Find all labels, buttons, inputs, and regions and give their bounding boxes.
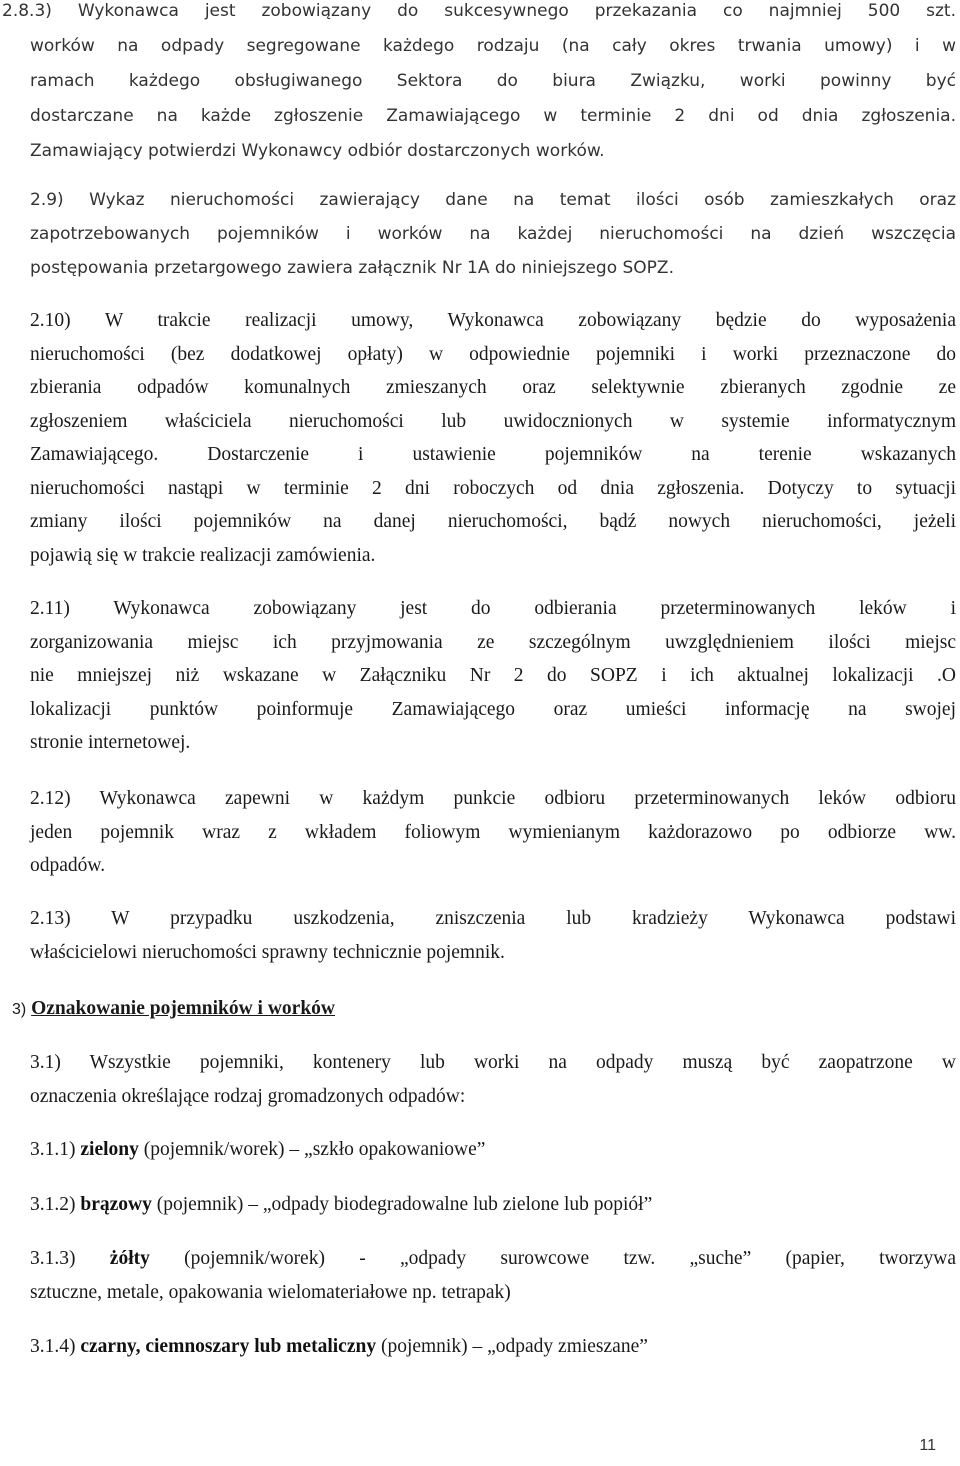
paragraph-2-9 bbox=[30, 183, 956, 285]
color-name: zielony bbox=[80, 1139, 139, 1160]
text-line: zmiany ilości pojemników na danej nieruchomości, bądź nowych nieruchomości, jeżeli bbox=[30, 511, 956, 532]
item-text: (pojemnik) – „odpady biodegradowalne lub zielone lub popiół” bbox=[151, 1194, 653, 1215]
text-line: stronie internetowej. bbox=[30, 732, 191, 753]
text-line: 2.11) Wykonawca zobowiązany jest do odbierania przeterminowanych leków i bbox=[30, 598, 956, 619]
text-line: 2.12) Wykonawca zapewni w każdym punkcie odbioru przeterminowanych leków odbioru bbox=[30, 788, 956, 809]
text-line: nieruchomości (bez dodatkowej opłaty) w odpowiednie pojemniki i worki przeznaczone do bbox=[30, 343, 956, 365]
text-line: odpadów. bbox=[30, 855, 106, 876]
item-number: 3.1.2) bbox=[30, 1194, 81, 1215]
text-line: 2.10) W trakcie realizacji umowy, Wykonawca zobowiązany będzie do wyposażenia bbox=[30, 310, 956, 331]
heading-title: Oznakowanie pojemników i worków bbox=[31, 998, 336, 1019]
color-name: czarny, ciemnoszary lub metaliczny bbox=[80, 1336, 377, 1357]
paragraph-2-8-3 bbox=[2, 0, 956, 169]
item-text: (pojemnik/worek) – „szkło opakowaniowe” bbox=[138, 1139, 486, 1160]
text-line: zapotrzebowanych pojemników i worków na każdej nieruchomości na dzień wszczęcia bbox=[30, 224, 956, 244]
text-line: lokalizacji punktów poinformuje Zamawiającego oraz umieści informację na swojej bbox=[30, 698, 956, 720]
text-line: worków na odpady segregowane każdego rodzaju (na cały okres trwania umowy) i w bbox=[30, 36, 956, 56]
paragraph-2-13 bbox=[30, 902, 956, 969]
text-line: 2.13) W przypadku uszkodzenia, zniszczenia lub kradzieży Wykonawca podstawi bbox=[30, 908, 956, 929]
section-heading bbox=[12, 992, 952, 1026]
item-text: (pojemnik/worek) - „odpady surowcowe tzw. „suche” (papier, tworzywa bbox=[149, 1248, 957, 1269]
list-item-3-1-2 bbox=[30, 1188, 956, 1222]
heading-number: 3) bbox=[12, 1001, 27, 1018]
item-number: 3.1.4) bbox=[30, 1336, 81, 1357]
page-number: 11 bbox=[919, 1437, 936, 1454]
text-line: nie mniejszej niż wskazane w Załączniku Nr 2 do SOPZ i ich aktualnej lokalizacji .O bbox=[30, 665, 956, 686]
text-line: 3.1) Wszystkie pojemniki, kontenery lub worki na odpady muszą być zaopatrzone w bbox=[30, 1052, 956, 1073]
text-line: jeden pojemnik wraz z wkładem foliowym wymienianym każdorazowo po odbiorze ww. bbox=[30, 821, 956, 843]
text-line: ramach każdego obsługiwanego Sektora do biura Związku, worki powinny być bbox=[30, 71, 956, 91]
list-item-3-1-1 bbox=[30, 1133, 956, 1167]
paragraph-2-10 bbox=[30, 304, 956, 572]
paragraph-2-11 bbox=[30, 592, 956, 760]
text-line: postępowania przetargowego zawiera załącznik Nr 1A do niniejszego SOPZ. bbox=[30, 258, 674, 278]
color-name: brązowy bbox=[80, 1194, 152, 1215]
text-line: zbierania odpadów komunalnych zmieszanych oraz selektywnie zbieranych zgodnie ze bbox=[30, 377, 956, 398]
text-line: pojawią się w trakcie realizacji zamówienia. bbox=[30, 544, 376, 566]
text-line: nieruchomości nastąpi w terminie 2 dni roboczych od dnia zgłoszenia. Dotyczy to sytuacji bbox=[30, 477, 956, 499]
text-line: Zamawiającego. Dostarczenie i ustawienie pojemników na terenie wskazanych bbox=[30, 444, 956, 465]
item-text: (pojemnik) – „odpady zmieszane” bbox=[376, 1336, 648, 1357]
item-number: 3.1.1) bbox=[30, 1139, 81, 1160]
paragraph-2-12 bbox=[30, 782, 956, 883]
text-line: oznaczenia określające rodzaj gromadzonych odpadów: bbox=[30, 1085, 466, 1107]
text-line: dostarczane na każde zgłoszenie Zamawiającego w terminie 2 dni od dnia zgłoszenia. bbox=[30, 106, 956, 126]
list-item-3-1-4 bbox=[30, 1330, 956, 1364]
text-line: 2.8.3) Wykonawca jest zobowiązany do sukcesywnego przekazania co najmniej 500 szt. bbox=[2, 1, 956, 21]
text-line: zorganizowania miejsc ich przyjmowania ze szczególnym uwzględnieniem ilości miejsc bbox=[30, 631, 956, 653]
text-line: sztuczne, metale, opakowania wielomateriałowe np. tetrapak) bbox=[30, 1281, 511, 1303]
list-item-3-1-3 bbox=[30, 1242, 956, 1309]
text-line: 2.9) Wykaz nieruchomości zawierający dane na temat ilości osób zamieszkałych oraz bbox=[30, 190, 956, 210]
item-number: 3.1.3) bbox=[30, 1248, 110, 1269]
text-line: właścicielowi nieruchomości sprawny technicznie pojemnik. bbox=[30, 941, 505, 963]
text-line: zgłoszeniem właściciela nieruchomości lub uwidocznionych w systemie informatycznym bbox=[30, 410, 956, 432]
paragraph-3-1 bbox=[30, 1046, 956, 1113]
color-name: żółty bbox=[109, 1248, 150, 1269]
text-line: Zamawiający potwierdzi Wykonawcy odbiór dostarczonych worków. bbox=[30, 141, 605, 161]
